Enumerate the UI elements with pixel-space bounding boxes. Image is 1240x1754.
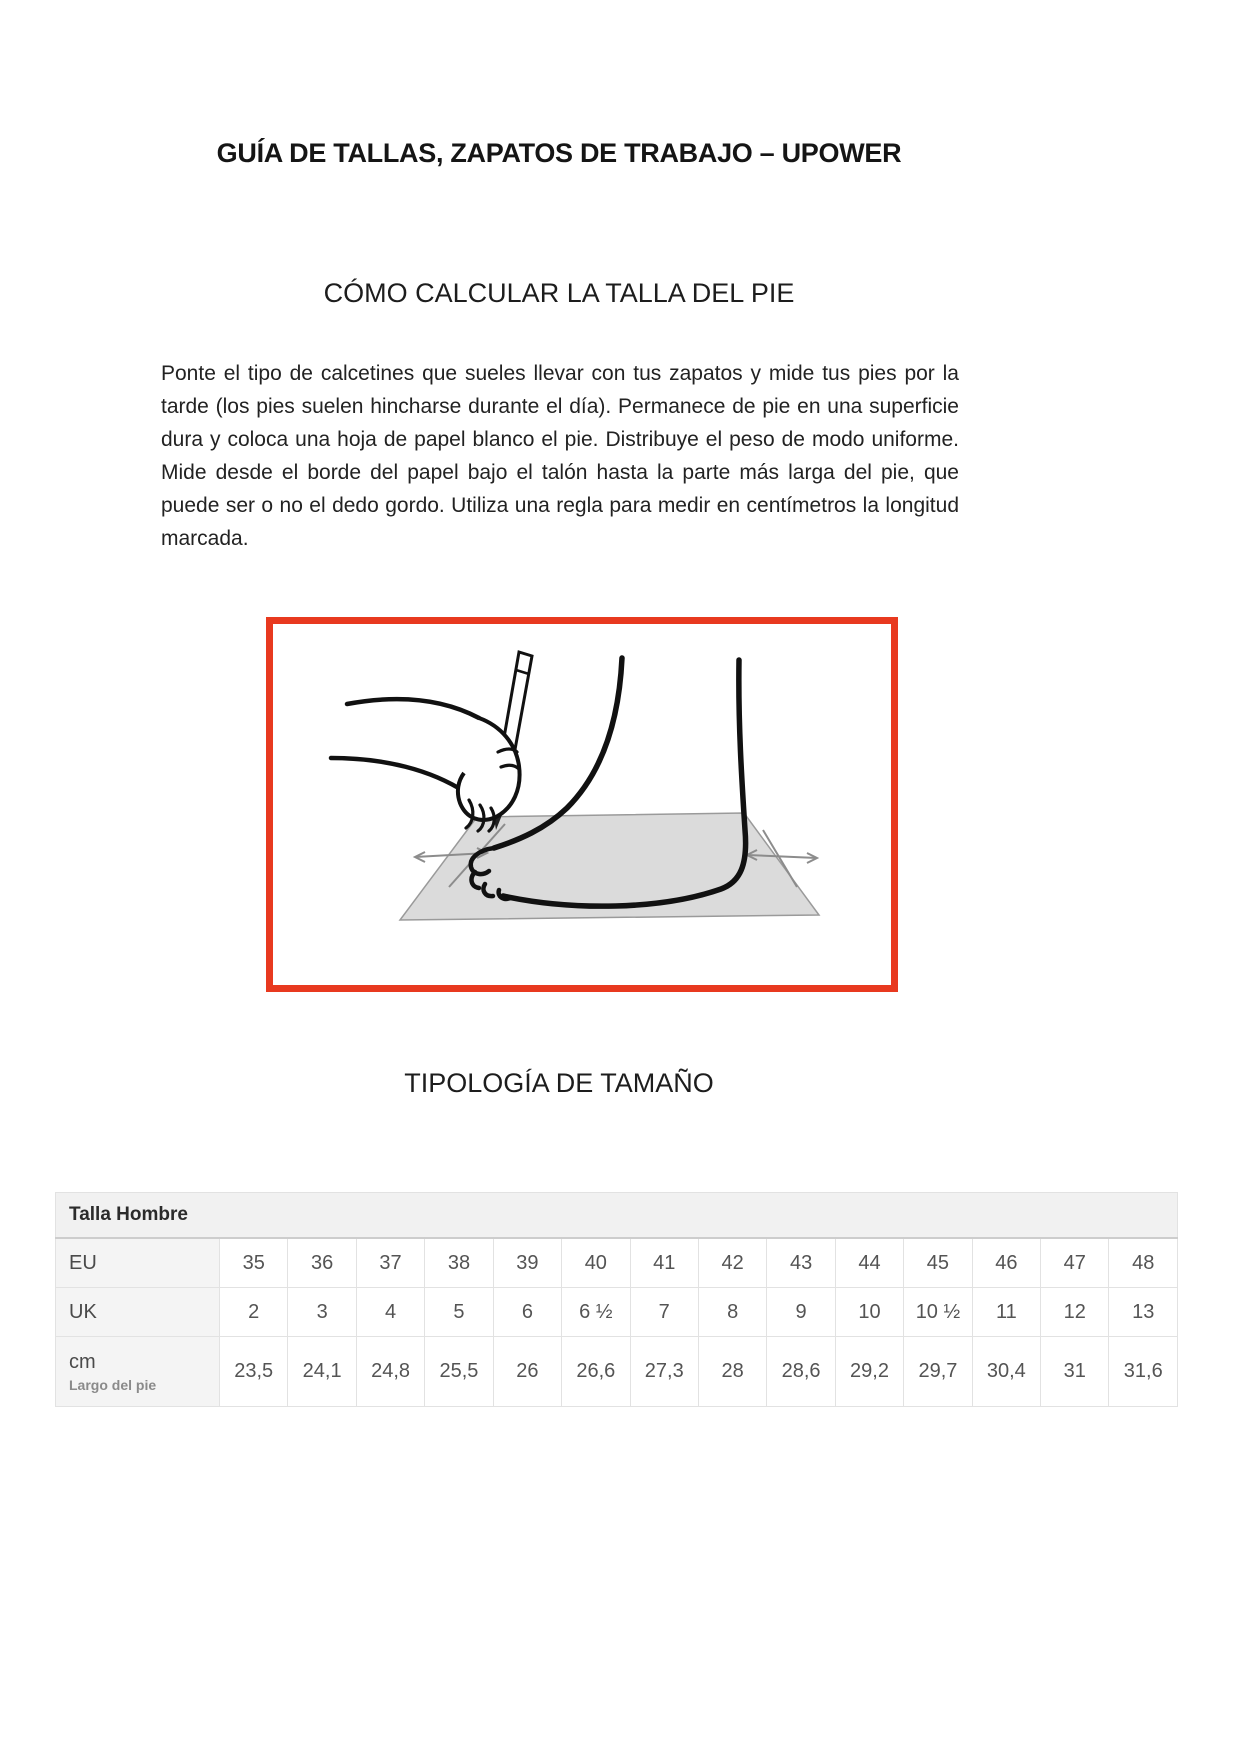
- size-table: [55, 1192, 1178, 1407]
- size-table-row: [56, 1238, 1178, 1288]
- size-cell: 6 ½: [562, 1288, 630, 1337]
- size-cell: 10: [835, 1288, 903, 1337]
- size-cell: 36: [288, 1238, 356, 1288]
- size-cell: 26,6: [562, 1337, 630, 1407]
- size-cell: 39: [493, 1238, 561, 1288]
- size-cell: 31: [1041, 1337, 1109, 1407]
- size-cell: 12: [1041, 1288, 1109, 1337]
- size-cell: 41: [630, 1238, 698, 1288]
- arm-lines: [331, 699, 479, 792]
- size-cell: 44: [835, 1238, 903, 1288]
- size-cell: 9: [767, 1288, 835, 1337]
- size-cell: 45: [904, 1238, 972, 1288]
- size-cell: 24,1: [288, 1337, 356, 1407]
- size-cell: 2: [220, 1288, 288, 1337]
- size-cell: 5: [425, 1288, 493, 1337]
- size-row-label-text: UK: [69, 1301, 97, 1323]
- section-heading-size-typology: TIPOLOGÍA DE TAMAÑO: [404, 1068, 714, 1098]
- size-cell: 8: [698, 1288, 766, 1337]
- size-cell: 26: [493, 1337, 561, 1407]
- size-cell: 10 ½: [904, 1288, 972, 1337]
- size-cell: 30,4: [972, 1337, 1040, 1407]
- foot-measuring-figure: [266, 617, 898, 992]
- size-row-label: [56, 1288, 220, 1337]
- size-cell: 27,3: [630, 1337, 698, 1407]
- size-cell: 11: [972, 1288, 1040, 1337]
- size-cell: 35: [220, 1238, 288, 1288]
- size-table-title-row: [56, 1193, 1178, 1239]
- size-cell: 31,6: [1109, 1337, 1178, 1407]
- size-cell: 25,5: [425, 1337, 493, 1407]
- size-cell: 3: [288, 1288, 356, 1337]
- size-cell: 13: [1109, 1288, 1178, 1337]
- size-cell: 7: [630, 1288, 698, 1337]
- foot-measuring-illustration: [273, 624, 891, 985]
- size-cell: 23,5: [220, 1337, 288, 1407]
- size-row-label: [56, 1337, 220, 1407]
- size-cell: 4: [356, 1288, 424, 1337]
- section-heading-calculate-foot-size: CÓMO CALCULAR LA TALLA DEL PIE: [323, 278, 795, 308]
- size-cell: 47: [1041, 1238, 1109, 1288]
- size-row-label-text: EU: [69, 1252, 97, 1274]
- size-cell: 48: [1109, 1238, 1178, 1288]
- size-cell: 29,2: [835, 1337, 903, 1407]
- size-cell: 29,7: [904, 1337, 972, 1407]
- hand-with-pencil: [331, 652, 532, 831]
- size-table-title: Talla Hombre: [56, 1193, 1178, 1239]
- size-row-sublabel-text: Largo del pie: [69, 1376, 157, 1393]
- intro-paragraph: Ponte el tipo de calcetines que sueles llevar con tus zapatos y mide tus pies por la tarde (los pies suelen hincharse durante el día). Permanece de pie en una superficie dura y coloca una hoja de papel blanco el pie. Distribuye el peso de modo uniforme. Mide desde el borde del papel bajo el talón hasta la parte más larga del pie, que puede ser o no el dedo gordo. Utiliza una regla para medir en centímetros la longitud marcada.: [161, 362, 959, 550]
- size-cell: 42: [698, 1238, 766, 1288]
- size-row-label-text: cm: [69, 1350, 96, 1373]
- size-cell: 38: [425, 1238, 493, 1288]
- size-cell: 28: [698, 1337, 766, 1407]
- size-cell: 43: [767, 1238, 835, 1288]
- size-table-row: [56, 1337, 1178, 1407]
- size-cell: 6: [493, 1288, 561, 1337]
- size-cell: 37: [356, 1238, 424, 1288]
- size-table-row: [56, 1288, 1178, 1337]
- size-row-label: [56, 1238, 220, 1288]
- page-title: GUÍA DE TALLAS, ZAPATOS DE TRABAJO – UPOWER: [216, 138, 902, 168]
- size-cell: 46: [972, 1238, 1040, 1288]
- size-cell: 24,8: [356, 1337, 424, 1407]
- size-cell: 40: [562, 1238, 630, 1288]
- size-cell: 28,6: [767, 1337, 835, 1407]
